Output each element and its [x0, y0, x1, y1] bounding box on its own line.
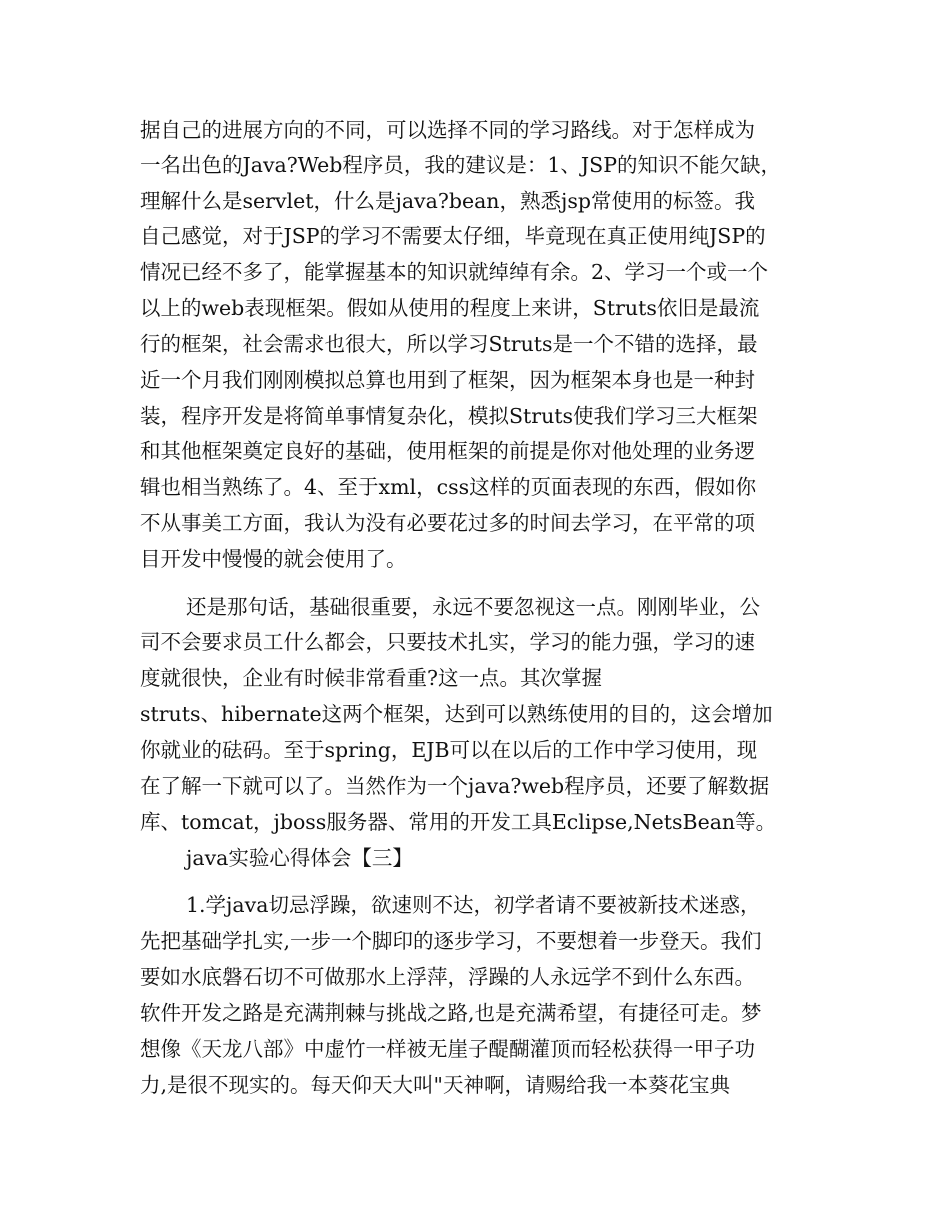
- paragraph-line: 据自己的进展方向的不同，可以选择不同的学习路线。对于怎样成为: [140, 118, 755, 142]
- paragraph-line: 装，程序开发是将简单事情复杂化，模拟Struts使我们学习三大框架: [140, 404, 758, 428]
- paragraph-line: struts、hibernate这两个框架，达到可以熟练使用的目的，这会增加: [140, 702, 773, 726]
- paragraph-line: 目开发中慢慢的就会使用了。: [140, 547, 407, 571]
- section-heading: java实验心得体会【三】: [186, 846, 413, 870]
- paragraph-line: 要如水底磐石切不可做那水上浮萍，浮躁的人永远学不到什么东西。: [140, 965, 755, 989]
- paragraph-line: 和其他框架奠定良好的基础，使用框架的前提是你对他处理的业务逻: [140, 439, 755, 463]
- paragraph-line: 先把基础学扎实,一步一个脚印的逐步学习，不要想着一步登天。我们: [140, 929, 762, 953]
- paragraph-line: 理解什么是servlet，什么是java?bean，熟悉jsp常使用的标签。我: [140, 189, 756, 213]
- paragraph-line: 司不会要求员工什么都会，只要技术扎实，学习的能力强，学习的速: [140, 630, 755, 654]
- paragraph-line: 行的框架，社会需求也很大，所以学习Struts是一个不错的选择，最: [140, 332, 758, 356]
- paragraph-line: 在了解一下就可以了。当然作为一个java?web程序员，还要了解数据: [140, 774, 770, 798]
- paragraph-line: 以上的web表现框架。假如从使用的程度上来讲，Struts依旧是最流: [140, 296, 760, 320]
- paragraph-line: 1.学java切忌浮躁，欲速则不达，初学者请不要被新技术迷惑，: [186, 893, 761, 917]
- paragraph-line: 不从事美工方面，我认为没有必要花过多的时间去学习，在平常的项: [140, 511, 755, 535]
- paragraph-line: 辑也相当熟练了。4、至于xml，css这样的页面表现的东西，假如你: [140, 475, 757, 499]
- paragraph-line: 库、tomcat，jboss服务器、常用的开发工具Eclipse,NetsBean等。: [140, 810, 777, 834]
- paragraph-line: 近一个月我们刚刚模拟总算也用到了框架，因为框架本身也是一种封: [140, 368, 755, 392]
- paragraph-line: 一名出色的Java?Web程序员，我的建议是：1、JSP的知识不能欠缺，: [140, 153, 781, 177]
- paragraph-line: 还是那句话，基础很重要，永远不要忽视这一点。刚刚毕业，公: [186, 595, 760, 619]
- paragraph-line: 力,是很不现实的。每天仰天大叫"天神啊，请赐给我一本葵花宝典: [140, 1073, 730, 1097]
- paragraph-line: 想像《天龙八部》中虚竹一样被无崖子醍醐灌顶而轻松获得一甲子功: [140, 1037, 755, 1061]
- paragraph-line: 自己感觉，对于JSP的学习不需要太仔细，毕竟现在真正使用纯JSP的: [140, 224, 766, 248]
- paragraph-line: 软件开发之路是充满荆棘与挑战之路,也是充满希望，有捷径可走。梦: [140, 1001, 762, 1025]
- paragraph-line: 你就业的砝码。至于spring，EJB可以在以后的工作中学习使用，现: [140, 738, 758, 762]
- paragraph-line: 度就很快，企业有时候非常看重?这一点。其次掌握: [140, 666, 602, 690]
- paragraph-line: 情况已经不多了，能掌握基本的知识就绰绰有余。2、学习一个或一个: [140, 260, 769, 284]
